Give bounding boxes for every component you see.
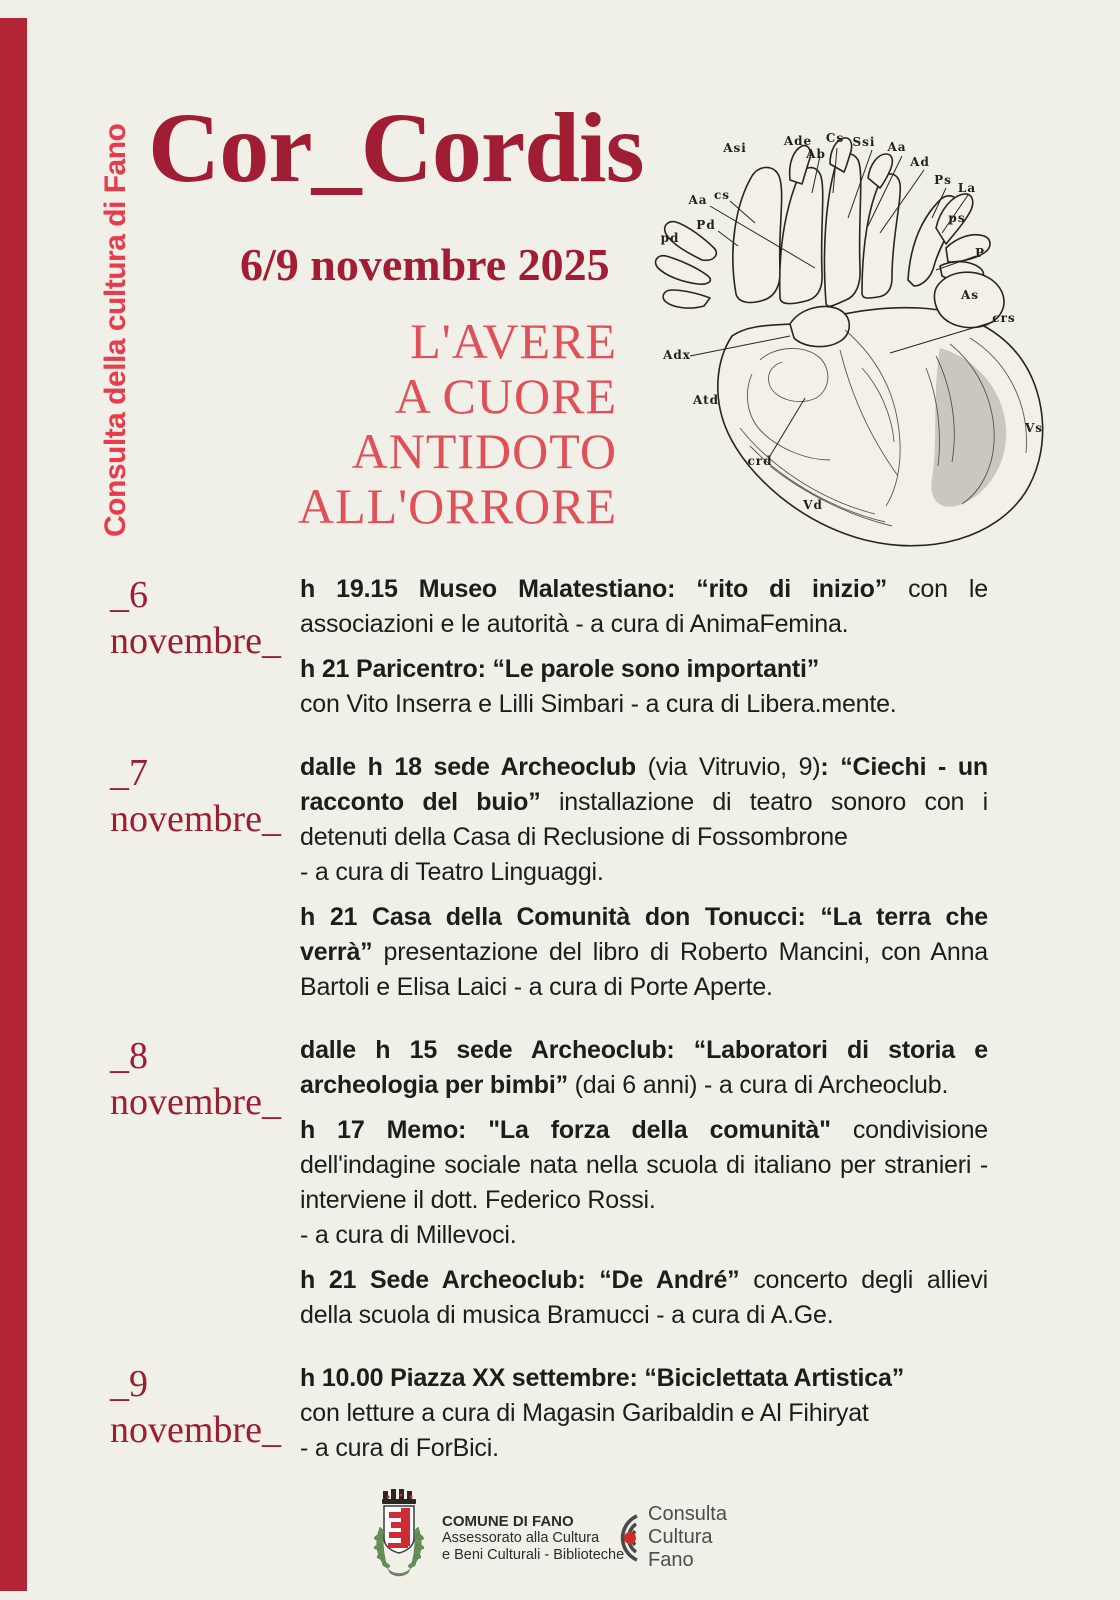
event-item: h 19.15 Museo Malatestiano: “rito di inizio” con le associazioni e le autorità - a cura di AnimaFemina. bbox=[300, 575, 988, 638]
event-item: h 21 Paricentro: “Le parole sono importanti” con Vito Inserra e Lilli Simbari - a cura di Libera.mente. bbox=[300, 655, 897, 718]
heart-annotation-cs: cs bbox=[713, 188, 731, 202]
heart-annotation-vs: Vs bbox=[1024, 421, 1044, 435]
heart-annotation-adx: Adx bbox=[663, 348, 691, 362]
heart-annotation-la: La bbox=[957, 181, 977, 195]
comune-name: COMUNE DI FANO bbox=[442, 1513, 574, 1530]
heart-annotation-ssi: Ssi bbox=[852, 135, 876, 149]
heart-annotation-vd: Vd bbox=[803, 498, 823, 512]
date-label-8-novembre: _8 novembre_ bbox=[110, 1035, 281, 1123]
events-6-novembre bbox=[300, 572, 988, 732]
poster-title: Cor_Cordis bbox=[148, 92, 644, 203]
event-dates-heading: 6/9 novembre 2025 bbox=[240, 239, 610, 290]
comune-di-fano-text bbox=[442, 1513, 624, 1587]
left-accent-bar bbox=[0, 18, 27, 1591]
comune-dept-line-2: e Beni Culturali - Biblioteche bbox=[442, 1547, 625, 1563]
event-item: h 21 Casa della Comunità don Tonucci: “La terra che verrà” presentazione del libro di Roberto Mancini, con Anna Bartoli e Elisa Laici - a cura di Porte Aperte. bbox=[300, 903, 988, 1001]
heart-annotation-atd: Atd bbox=[692, 393, 720, 407]
event-item: h 21 Sede Archeoclub: “De André” concerto degli allievi della scuola di musica Bramucci - a cura di A.Ge. bbox=[300, 1266, 989, 1329]
schedule-section-6-novembre bbox=[110, 572, 988, 732]
heart-annotation-aa: Aa bbox=[887, 140, 907, 154]
event-item: h 17 Memo: "La forza della comunità" condivisione dell'indagine sociale nata nella scuola di italiano per stranieri - interviene il dott. Federico Rossi. - a cura di Millevoci. bbox=[300, 1116, 989, 1249]
tagline-line-3: ANTIDOTO bbox=[351, 423, 617, 479]
heart-annotation-asi: Asi bbox=[723, 141, 747, 155]
comune-di-fano-logo bbox=[370, 1487, 624, 1587]
consulta-line-1: Consulta bbox=[648, 1503, 727, 1525]
heart-annotation-crd: crd bbox=[747, 454, 773, 468]
anatomical-heart-illustration bbox=[640, 98, 1060, 564]
events-7-novembre bbox=[300, 750, 988, 1015]
event-item: h 10.00 Piazza XX settembre: “Biciclettata Artistica” con letture a cura di Magasin Garibaldin e Al Fihiryat - a cura di ForBici. bbox=[300, 1364, 904, 1462]
heart-annotation-crs: crs bbox=[992, 311, 1016, 325]
date-label-9-novembre: _9 novembre_ bbox=[110, 1363, 281, 1451]
heart-annotation-ps: ps bbox=[948, 211, 966, 225]
footer-logos bbox=[0, 1483, 1120, 1600]
event-item: dalle h 15 sede Archeoclub: “Laboratori di storia e archeologia per bimbi” (dai 6 anni) - a cura di Archeoclub. bbox=[300, 1036, 988, 1099]
heart-annotation-ad: Ad bbox=[910, 155, 930, 169]
date-label-7-novembre: _7 novembre_ bbox=[110, 752, 281, 840]
event-schedule bbox=[110, 572, 988, 1494]
consulta-line-2: Cultura bbox=[648, 1526, 713, 1548]
comune-di-fano-crest-icon bbox=[370, 1487, 428, 1587]
heart-annotation-ade: Ade bbox=[783, 134, 813, 148]
events-9-novembre bbox=[300, 1361, 988, 1476]
heart-annotation-aa: Aa bbox=[688, 193, 708, 207]
schedule-section-9-novembre bbox=[110, 1361, 988, 1476]
schedule-section-7-novembre bbox=[110, 750, 988, 1015]
heart-annotation-p: P bbox=[974, 246, 986, 260]
heart-engraving-drawing bbox=[640, 98, 1060, 564]
tagline-line-2: A CUORE bbox=[394, 368, 617, 424]
date-label-6-novembre: _6 novembre_ bbox=[110, 574, 281, 662]
schedule-section-8-novembre bbox=[110, 1033, 988, 1343]
heart-annotation-as: As bbox=[960, 288, 980, 302]
consulta-cultura-fano-text bbox=[648, 1503, 727, 1572]
tagline-line-4: ALL'ORRORE bbox=[297, 478, 617, 534]
heart-annotation-ab: Ab bbox=[806, 147, 826, 161]
consulta-arcs-icon bbox=[606, 1509, 642, 1567]
consulta-cultura-fano-logo bbox=[606, 1503, 727, 1572]
consulta-line-3: Fano bbox=[648, 1549, 694, 1571]
tagline bbox=[298, 314, 617, 534]
heart-annotation-ps: Ps bbox=[934, 173, 952, 187]
tagline-line-1: L'AVERE bbox=[410, 313, 617, 369]
heart-annotation-pd: Pd bbox=[696, 218, 716, 232]
heart-annotation-cs: Cs bbox=[825, 131, 845, 145]
vertical-organization-label: Consulta della cultura di Fano bbox=[99, 123, 132, 537]
events-8-novembre bbox=[300, 1033, 988, 1343]
event-item: dalle h 18 sede Archeoclub (via Vitruvio, 9): “Ciechi - un racconto del buio” installazione di teatro sonoro con i detenuti della Casa di Reclusione di Fossombrone - a cura di Teatro Linguaggi. bbox=[300, 753, 988, 886]
comune-dept-line-1: Assessorato alla Cultura bbox=[442, 1530, 600, 1546]
heart-annotation-pd: pd bbox=[660, 231, 680, 245]
